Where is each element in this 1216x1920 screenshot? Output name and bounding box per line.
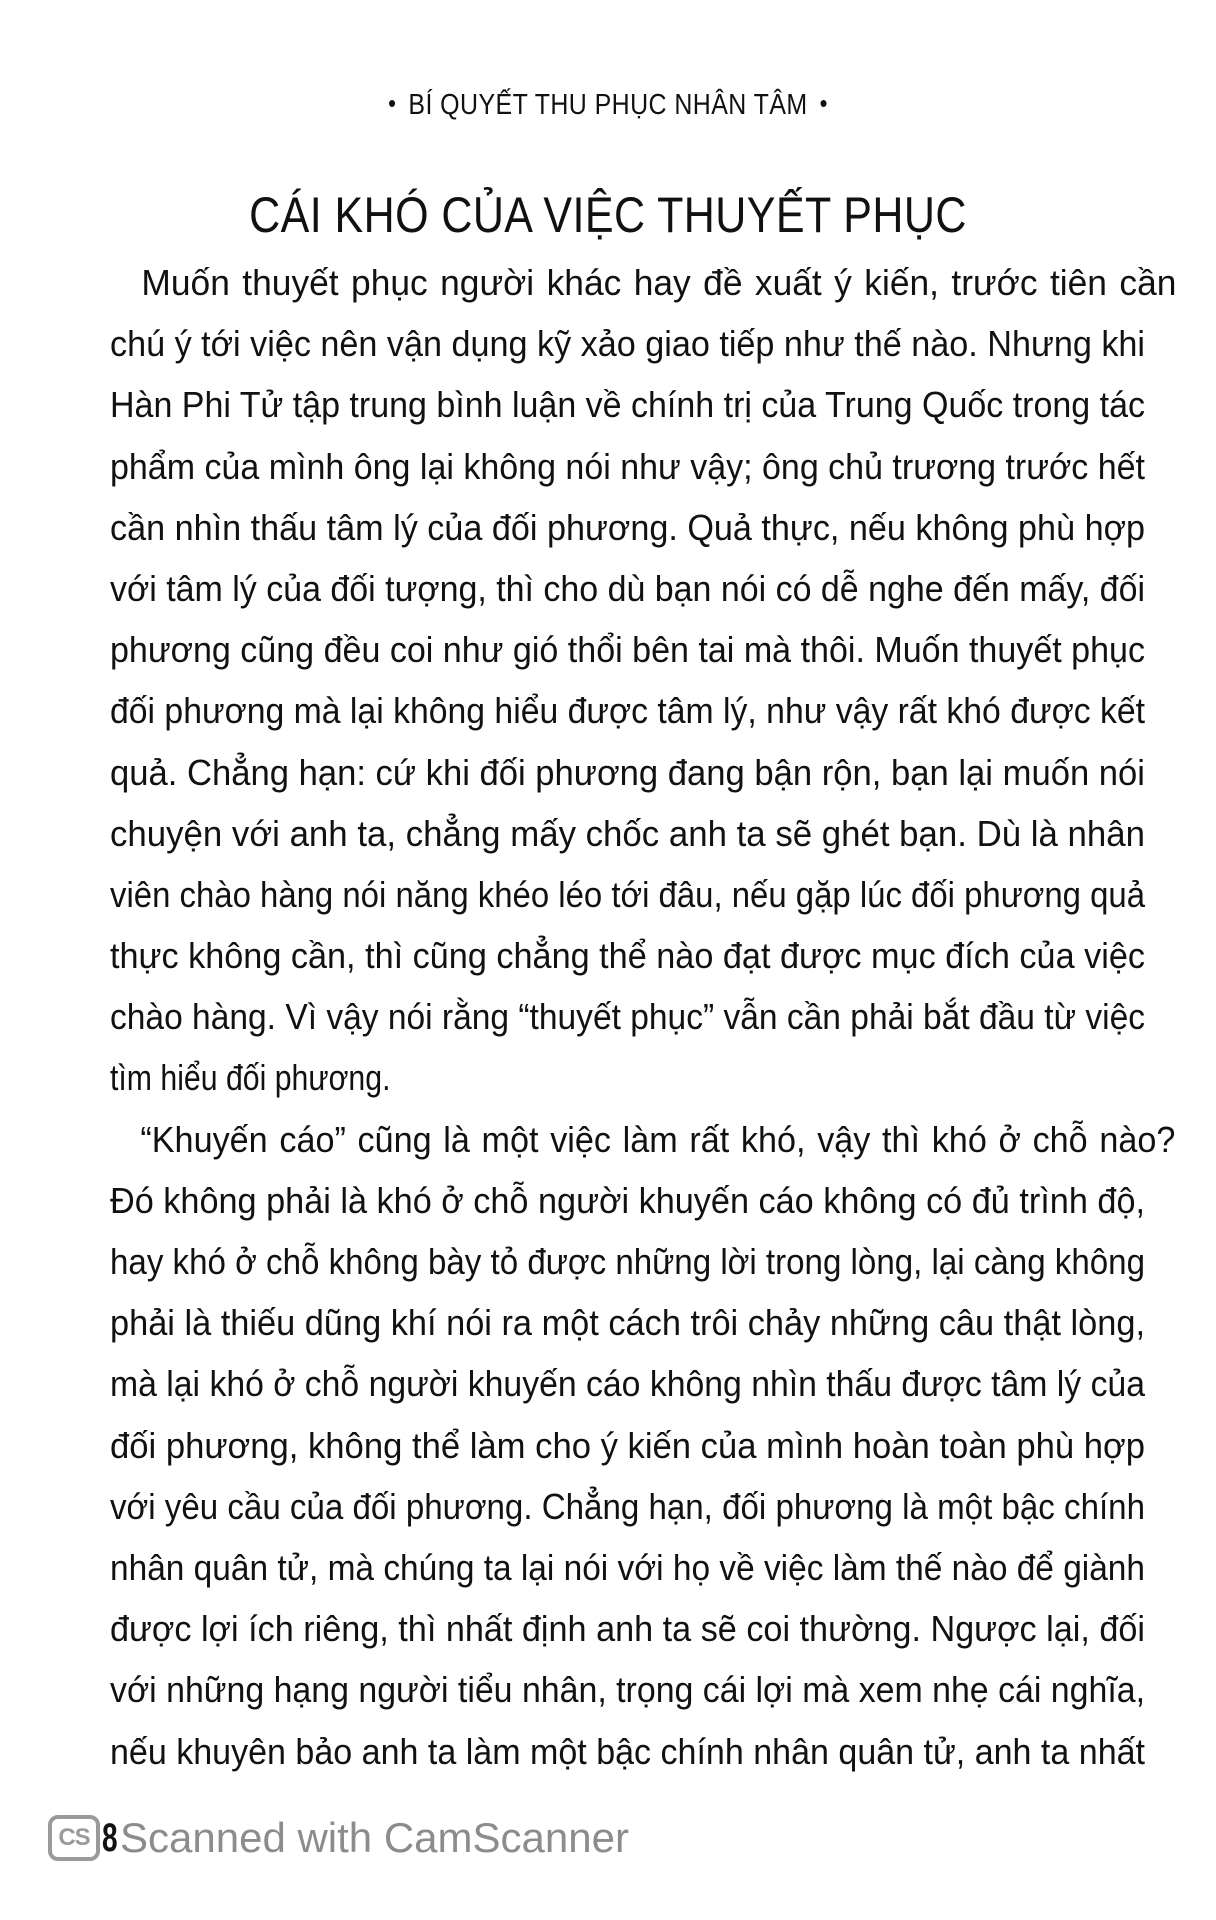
text-line-content: quả. Chẳng hạn: cứ khi đối phương đang bận rộn, bạn lại muốn nói [110,751,1145,793]
text-line-content: đối phương, không thể làm cho ý kiến của mình hoàn toàn phù hợp [110,1424,1145,1466]
text-line-content: nhân quân tử, mà chúng ta lại nói với họ về việc làm thế nào để giành [110,1546,1145,1588]
text-line [110,680,1145,741]
text-line-content: phải là thiếu dũng khí nói ra một cách trôi chảy những câu thật lòng, [110,1302,1145,1344]
text-line-content: mà lại khó ở chỗ người khuyến cáo không nhìn thấu được tâm lý của [110,1363,1145,1405]
text-line-content: Hàn Phi Tử tập trung bình luận về chính trị của Trung Quốc trong tác [110,384,1145,426]
text-line [110,864,1145,925]
text-line [110,374,1145,435]
text-line [110,986,1145,1047]
text-line [110,1476,1145,1537]
text-line [110,497,1145,558]
scanner-footer [48,1808,629,1868]
text-line [110,742,1145,803]
text-line-content: tìm hiểu đối phương. [110,1057,391,1099]
paragraph-1 [110,252,1177,1109]
text-line-content: Muốn thuyết phục người khác hay đề xuất ý kiến, trước tiên cần [141,262,1177,303]
text-line [110,619,1145,680]
text-line [110,1598,1145,1659]
chapter-title: CÁI KHÓ CỦA VIỆC THUYẾT PHỤC [249,187,967,243]
text-line [110,1109,1176,1170]
text-line-content: nếu khuyên bảo anh ta làm một bậc chính nhân quân tử, anh ta nhất [110,1730,1145,1772]
text-line [110,1721,1145,1782]
paragraph-2 [110,1109,1176,1782]
text-line-content: hay khó ở chỗ không bày tỏ được những lời trong lòng, lại càng không [110,1241,1145,1282]
header-bullet-right: • [819,88,828,118]
text-line [110,803,1145,864]
text-line-content: với những hạng người tiểu nhân, trọng cái lợi mà xem nhẹ cái nghĩa, [110,1669,1145,1711]
text-line [110,252,1177,313]
text-line-content: Đó không phải là khó ở chỗ người khuyến cáo không có đủ trình độ, [110,1179,1145,1221]
text-line [110,436,1145,497]
text-line-content: phẩm của mình ông lại không nói như vậy; ông chủ trương trước hết [110,445,1145,487]
camscanner-logo-icon: CS [48,1815,100,1861]
text-line [110,1353,1145,1414]
text-line [110,1231,1145,1292]
text-line [110,1170,1145,1231]
running-header [85,88,1131,122]
text-line-content: với yêu cầu của đối phương. Chẳng hạn, đối phương là một bậc chính [110,1485,1145,1527]
text-line [110,1537,1145,1598]
text-line-content: đối phương mà lại không hiểu được tâm lý, như vậy rất khó được kết [110,690,1145,732]
text-line-last [110,1047,1145,1108]
page-number: 8 [102,1815,118,1860]
text-line-content: chú ý tới việc nên vận dụng kỹ xảo giao tiếp như thế nào. Nhưng khi [110,323,1145,365]
text-line [110,313,1145,374]
scanner-watermark: Scanned with CamScanner [120,1814,629,1861]
text-line-content: cần nhìn thấu tâm lý của đối phương. Quả thực, nếu không phù hợp [110,506,1145,548]
running-title: BÍ QUYẾT THU PHỤC NHÂN TÂM [408,89,808,121]
text-line [110,558,1145,619]
body-text [110,252,1177,1782]
text-line-content: thực không cần, thì cũng chẳng thể nào đạt được mục đích của việc [110,935,1145,977]
text-line [110,1415,1145,1476]
text-line-content: được lợi ích riêng, thì nhất định anh ta sẽ coi thường. Ngược lại, đối [110,1608,1145,1650]
text-line [110,1292,1145,1353]
text-line-content: viên chào hàng nói năng khéo léo tới đâu, nếu gặp lúc đối phương quả [110,873,1145,915]
text-line-content: chào hàng. Vì vậy nói rằng “thuyết phục” vẫn cần phải bắt đầu từ việc [110,996,1145,1038]
text-line [110,925,1145,986]
text-line-content: phương cũng đều coi như gió thổi bên tai mà thôi. Muốn thuyết phục [110,629,1145,671]
text-line-content: với tâm lý của đối tượng, thì cho dù bạn nói có dễ nghe đến mấy, đối [110,567,1145,609]
text-line-content: “Khuyến cáo” cũng là một việc làm rất khó, vậy thì khó ở chỗ nào? [140,1118,1176,1160]
header-bullet-left: • [388,88,397,118]
text-line [110,1659,1145,1720]
text-line-content: chuyện với anh ta, chẳng mấy chốc anh ta sẽ ghét bạn. Dù là nhân [110,812,1145,854]
